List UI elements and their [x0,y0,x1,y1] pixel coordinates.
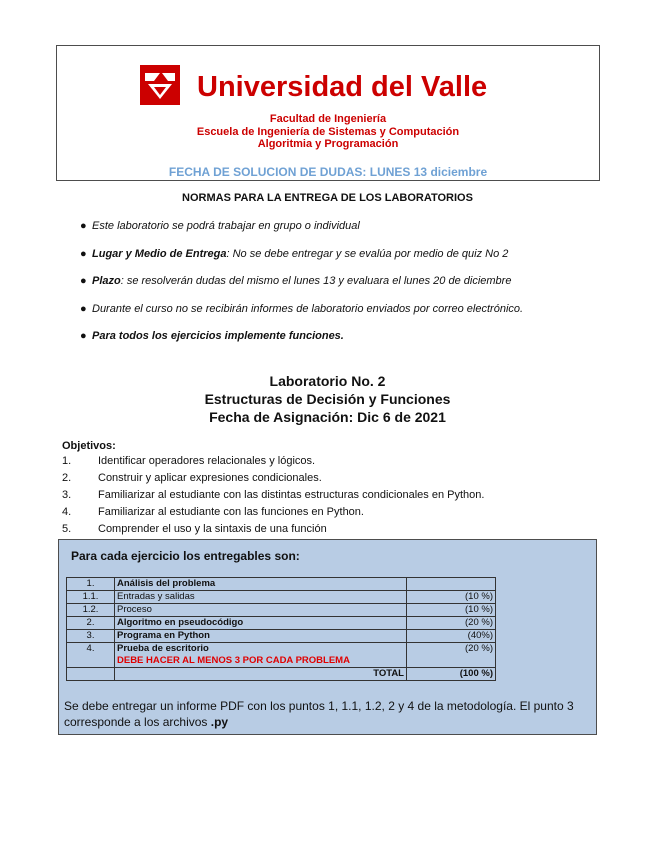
normas-title: NORMAS PARA LA ENTREGA DE LOS LABORATORIOS [182,192,473,204]
objective-item: 3. Familiarizar al estudiante con las distintas estructuras condicionales en Python. [62,489,485,501]
table-row: 1.2. Proceso (10 %) [67,604,496,617]
normas-item: ● Lugar y Medio de Entrega: No se debe entregar y se evalúa por medio de quiz No 2 [80,247,509,260]
deliverables-title: Para cada ejercicio los entregables son: [71,549,300,563]
university-name: Universidad del Valle [197,71,488,103]
normas-item: ● Para todos los ejercicios implemente funciones. [80,330,344,342]
bullet-icon: ● [80,247,87,260]
bullet-icon: ● [80,302,87,315]
objective-item: 1. Identificar operadores relacionales y lógicos. [62,455,316,467]
course-name: Algoritmia y Programación [257,138,399,150]
table-row: 4. Prueba de escritorio DEBE HACER AL MENOS 3 POR CADA PROBLEMA (20 %) [67,643,496,668]
bullet-icon: ● [80,275,87,287]
table-row: 1. Análisis del problema [67,578,496,591]
deliverables-note: Se debe entregar un informe PDF con los puntos 1, 1.1, 1.2, 2 y 4 de la metodología. El punto 3 corresponde a los archivos .py [64,699,574,729]
normas-item: ● Este laboratorio se podrá trabajar en grupo o individual [80,220,360,232]
objective-item: 2. Construir y aplicar expresiones condicionales. [62,472,322,484]
table-row: 1.1. Entradas y salidas (10 %) [67,591,496,604]
objectives-title: Objetivos: [62,440,116,452]
warning-text: DEBE HACER AL MENOS 3 POR CADA PROBLEMA [117,655,350,666]
lab-number: Laboratorio No. 2 [269,373,386,389]
table-row: 2. Algoritmo en pseudocódigo (20 %) [67,617,496,630]
objective-item: 5. Comprender el uso y la sintaxis de una función [62,523,327,535]
table-row: 3. Programa en Python (40%) [67,630,496,643]
header-box [56,45,600,181]
bullet-icon: ● [80,220,87,232]
normas-item: ● Durante el curso no se recibirán informes de laboratorio enviados por correo electrónico. [80,302,524,315]
normas-list [80,220,600,358]
deliverables-box [58,539,597,735]
lab-topic: Estructuras de Decisión y Funciones [204,391,451,407]
table-row-total: TOTAL (100 %) [67,668,496,681]
deliverables-table [66,577,496,681]
bullet-icon: ● [80,330,87,342]
objective-item: 4. Familiarizar al estudiante con las funciones en Python. [62,506,364,518]
school-name: Escuela de Ingeniería de Sistemas y Computación [196,126,460,138]
solution-date: FECHA DE SOLUCION DE DUDAS: LUNES 13 diciembre [168,165,488,179]
faculty-name: Facultad de Ingeniería [269,113,387,125]
lab-assigned-date: Fecha de Asignación: Dic 6 de 2021 [209,409,446,425]
normas-item: ● Plazo: se resolverán dudas del mismo el lunes 13 y evaluara el lunes 20 de diciembre [80,275,512,287]
objectives-list [62,455,622,540]
univalle-logo-icon [140,65,180,105]
